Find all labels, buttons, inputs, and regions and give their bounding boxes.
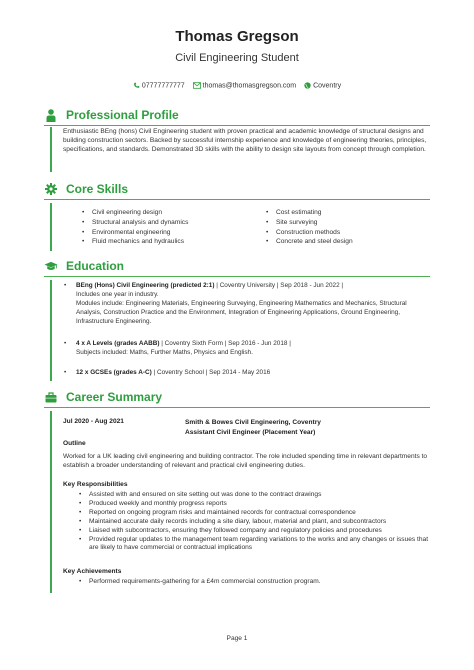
- education-accent-bar: [50, 280, 52, 381]
- profile-text: Enthusiastic BEng (hons) Civil Engineering student with proven practical and academic knowledge of structural designs and building construction sectors. Backed by successful internship experience and knowledge of engineering theories, principles, specifications, and standards. Demonstrated 3D skills with the ability to design site layouts from concept through completion.: [63, 128, 427, 154]
- education-details: Subjects included: Maths, Further Maths, Physics and English.: [76, 348, 253, 356]
- skills-accent-bar: [50, 203, 52, 251]
- skills-column-right: [266, 208, 353, 247]
- job-dates: Jul 2020 - Aug 2021: [63, 418, 124, 425]
- career-title: Career Summary: [66, 390, 163, 404]
- education-degree: 4 x A Levels (grades AABB): [76, 340, 160, 347]
- skills-column-left: [82, 208, 188, 247]
- email-text: thomas@thomasgregson.com: [202, 82, 297, 90]
- responsibilities-list: [63, 491, 433, 553]
- education-divider: [44, 276, 430, 277]
- skill-item: • Cost estimating: [266, 208, 353, 218]
- email-contact[interactable]: [193, 82, 296, 89]
- skill-item: • Construction methods: [266, 228, 353, 238]
- responsibilities-label: Key Responsibilities: [63, 481, 128, 488]
- list-item: • Liaised with subcontractors, ensuring they followed company and regulatory policies and procedures: [63, 527, 433, 536]
- education-modules: Modules include: Engineering Materials, Engineering Surveying, Engineering Mathematics and Mechanics, Structural Analysis, Construction Practice and the Environment, Integration of Engineering Applications, Ground Engineering, Infrastructure Engineering.: [76, 299, 407, 325]
- list-item: • Maintained accurate daily records including a site diary, labour, material and plant, and subcontractors: [63, 518, 433, 527]
- skills-title: Core Skills: [66, 182, 129, 196]
- outline-label: Outline: [63, 440, 86, 447]
- education-entry: • 12 x GCSEs (grades A-C) | Coventry School | Sep 2014 - May 2016: [64, 369, 271, 376]
- education-degree: BEng (Hons) Civil Engineering (predicted 2:1): [76, 282, 215, 289]
- skill-item: • Environmental engineering: [82, 228, 188, 238]
- profile-accent-bar: [50, 127, 52, 172]
- outline-text: Worked for a UK leading civil engineering and building contractor. The role included spending time in relevant departments to establish a broader understanding of relevant and practical civil engineering duties.: [63, 453, 428, 469]
- contact-line: [0, 82, 474, 89]
- skills-divider: [44, 199, 430, 200]
- graduation-cap-icon: [44, 259, 58, 273]
- skill-item: • Civil engineering design: [82, 208, 188, 218]
- job-position: Assistant Civil Engineer (Placement Year): [185, 428, 316, 436]
- candidate-name: Thomas Gregson: [175, 28, 299, 45]
- phone-contact[interactable]: [133, 82, 185, 89]
- skill-item: • Concrete and steel design: [266, 237, 353, 247]
- email-icon: [193, 82, 201, 89]
- location-text: Coventry: [313, 82, 342, 90]
- person-icon: [44, 108, 58, 122]
- skills-heading: [44, 182, 128, 196]
- profile-heading: [44, 108, 179, 122]
- skill-item: • Site surveying: [266, 218, 353, 228]
- education-title: Education: [66, 259, 125, 273]
- education-meta: | Coventry University | Sep 2018 - Jun 2022 |: [214, 282, 344, 289]
- education-heading: [44, 259, 124, 273]
- list-item: • Assisted with and ensured on site setting out was done to the contract drawings: [63, 491, 433, 500]
- phone-text: 07777777777: [141, 82, 185, 90]
- briefcase-icon: [44, 390, 58, 404]
- gear-icon: [44, 182, 58, 196]
- achievements-label: Key Achievements: [63, 568, 122, 575]
- list-item: • Performed requirements-gathering for a £4m commercial construction program.: [63, 578, 433, 587]
- achievements-list: [63, 578, 433, 587]
- page-number: Page 1: [226, 635, 248, 642]
- phone-icon: [133, 82, 140, 89]
- location-contact: [304, 82, 341, 89]
- globe-icon: [304, 82, 311, 89]
- list-item: • Provided regular updates to the management team regarding variations to the works and any changes or issues that are likely to have commercial or contractual implications: [63, 536, 433, 554]
- education-meta: | Coventry Sixth Form | Sep 2016 - Jun 2018 |: [159, 340, 291, 347]
- education-degree: 12 x GCSEs (grades A-C): [76, 369, 152, 376]
- education-details: Includes one year in industry.: [76, 290, 159, 298]
- job-company: Smith & Bowes Civil Engineering, Coventry: [185, 419, 321, 426]
- career-heading: [44, 390, 162, 404]
- education-entry: • BEng (Hons) Civil Engineering (predicted 2:1) | Coventry University | Sep 2018 - Jun 2022 | Includes one year in industry. Modules include: Engineering Materials, Engineering Surveying, Engineering Mathematics and Mechanics, Structural Analysis, Construction Practice and the Environment, Integration of Engineering Applications, Ground Engineering, Infrastructure Engineering.: [64, 282, 407, 325]
- career-accent-bar: [50, 411, 52, 593]
- skill-item: • Structural analysis and dynamics: [82, 218, 188, 228]
- candidate-role: Civil Engineering Student: [175, 52, 299, 64]
- list-item: • Reported on ongoing program risks and maintained records for contractual correspondence: [63, 509, 433, 518]
- list-item: • Produced weekly and monthly progress reports: [63, 500, 433, 509]
- education-meta: | Coventry School | Sep 2014 - May 2016: [151, 369, 271, 376]
- education-entry: • 4 x A Levels (grades AABB) | Coventry Sixth Form | Sep 2016 - Jun 2018 | Subjects included: Maths, Further Maths, Physics and English.: [64, 340, 291, 356]
- career-divider: [44, 407, 430, 408]
- profile-title: Professional Profile: [66, 108, 179, 122]
- skill-item: • Fluid mechanics and hydraulics: [82, 237, 188, 247]
- profile-divider: [44, 125, 430, 126]
- job-header: [185, 418, 321, 437]
